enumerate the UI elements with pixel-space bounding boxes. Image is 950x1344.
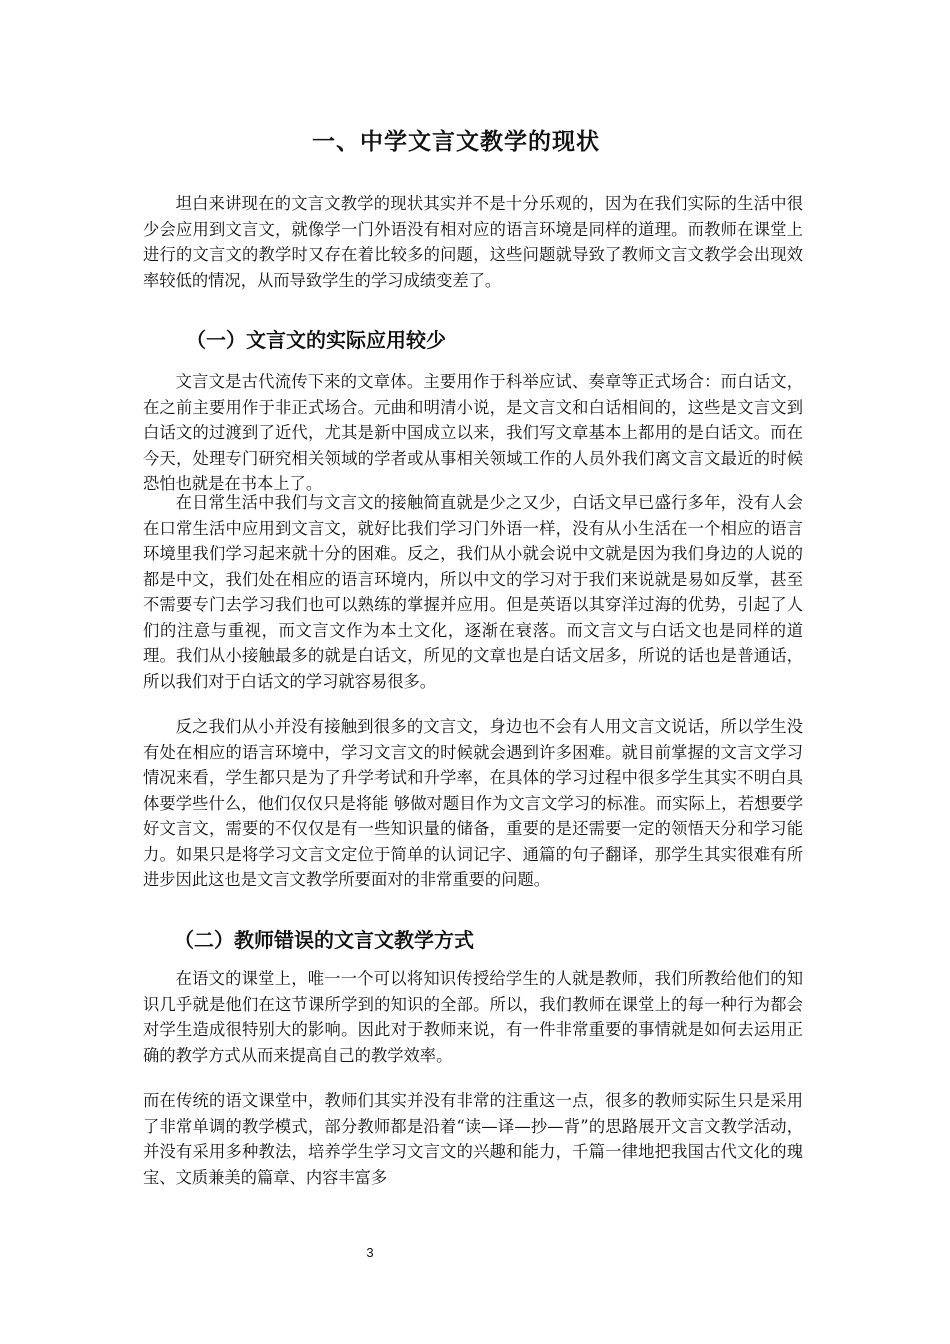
section-1-paragraph-2: 在日常生活中我们与文言文的接触简直就是少之又少，白话文早已盛行多年，没有人会在口常生活中应用到文言文，就好比我们学习门外语一样，没有从小生活在一个相应的语言环境里我们学习起来就十分的困难。反之，我们从小就会说中文就是因为我们身边的人说的都是中文，我们处在相应的语言环境内，所以中文的学习对于我们来说就是易如反掌，甚至不需要专门去学习我们也可以熟练的掌握并应用。但是英语以其穿洋过海的优势，引起了人们的注意与重视，而文言文作为本土文化，逐渐在衰落。而文言文与白话文也是同样的道理。我们从小接触最多的就是白话文，所见的文章也是白话文居多，所说的话也是普通话，所以我们对于白话文的学习就容易很多。 — [143, 493, 803, 691]
intro-paragraph: 坦白来讲现在的文言文教学的现状其实并不是十分乐观的，因为在我们实际的生活中很少会应用到文言文，就像学一门外语没有相对应的语言环境是同样的道理。而教师在课堂上进行的文言文的教学时又存在着比较多的问题，这些问题就导致了教师文言文教学会出现效率较低的情况，从而导致学生的学习成绩变差了。 — [143, 194, 803, 290]
page-number: 3 — [366, 1245, 374, 1260]
section-2-paragraph-2: 而在传统的语文课堂中，教师们其实并没有非常的注重这一点，很多的教师实际生只是采用了非常单调的教学模式，部分教师都是沿着“读—译—抄—背”的思路展开文言文教学活动，并没有采用多种教法，培养学生学习文言文的兴趣和能力，千篇一律地把我国古代文化的瑰宝、文质兼美的篇章、内容丰富多 — [143, 1091, 803, 1187]
section-1-paragraph-1: 文言文是古代流传下来的文章体。主要用作于科举应试、奏章等正式场合：而白话文，在之前主要用作于非正式场合。元曲和明清小说，是文言文和白话相间的，这些是文言文到白话文的过渡到了近代，尤其是新中国成立以来，我们写文章基本上都用的是白话文。而在今天，处理专门研究相关领域的学者或从事相关领域工作的人员外我们离文言文最近的时候恐怕也就是在书本上了。 — [143, 372, 803, 493]
section-2-paragraph-1: 在语文的课堂上，唯一一个可以将知识传授给学生的人就是教师，我们所教给他们的知识几乎就是他们在这节课所学到的知识的全部。所以，我们教师在课堂上的每一种行为都会对学生造成很特别大的影响。因此对于教师来说，有一件非常重要的事情就是如何去运用正确的教学方式从而来提高自己的教学效率。 — [143, 969, 803, 1065]
section-1-title: （一）文言文的实际应用较少 — [186, 328, 446, 352]
section-2-title: （二）教师错误的文言文教学方式 — [174, 928, 474, 952]
section-1-paragraph-3: 反之我们从小并没有接触到很多的文言文，身边也不会有人用文言文说话，所以学生没有处在相应的语言环境中，学习文言文的时候就会遇到许多困难。就目前掌握的文言文学习情况来看，学生都只是为了升学考试和升学率，在具体的学习过程中很多学生其实不明白具体要学些什么，他们仅仅只是将能 够做对题目作为文言文学习的标准。而实际上，若想要学好文言文，需要的不仅仅是有一些知识量的储备，重要的是还需要一定的领悟天分和学习能力。如果只是将学习文言文定位于简单的认词记字、通篇的句子翻译，那学生其实很难有所进步因此这也是文言文教学所要面对的非常重要的问题。 — [143, 717, 803, 889]
chapter-title: 一、中学文言文教学的现状 — [312, 128, 600, 155]
